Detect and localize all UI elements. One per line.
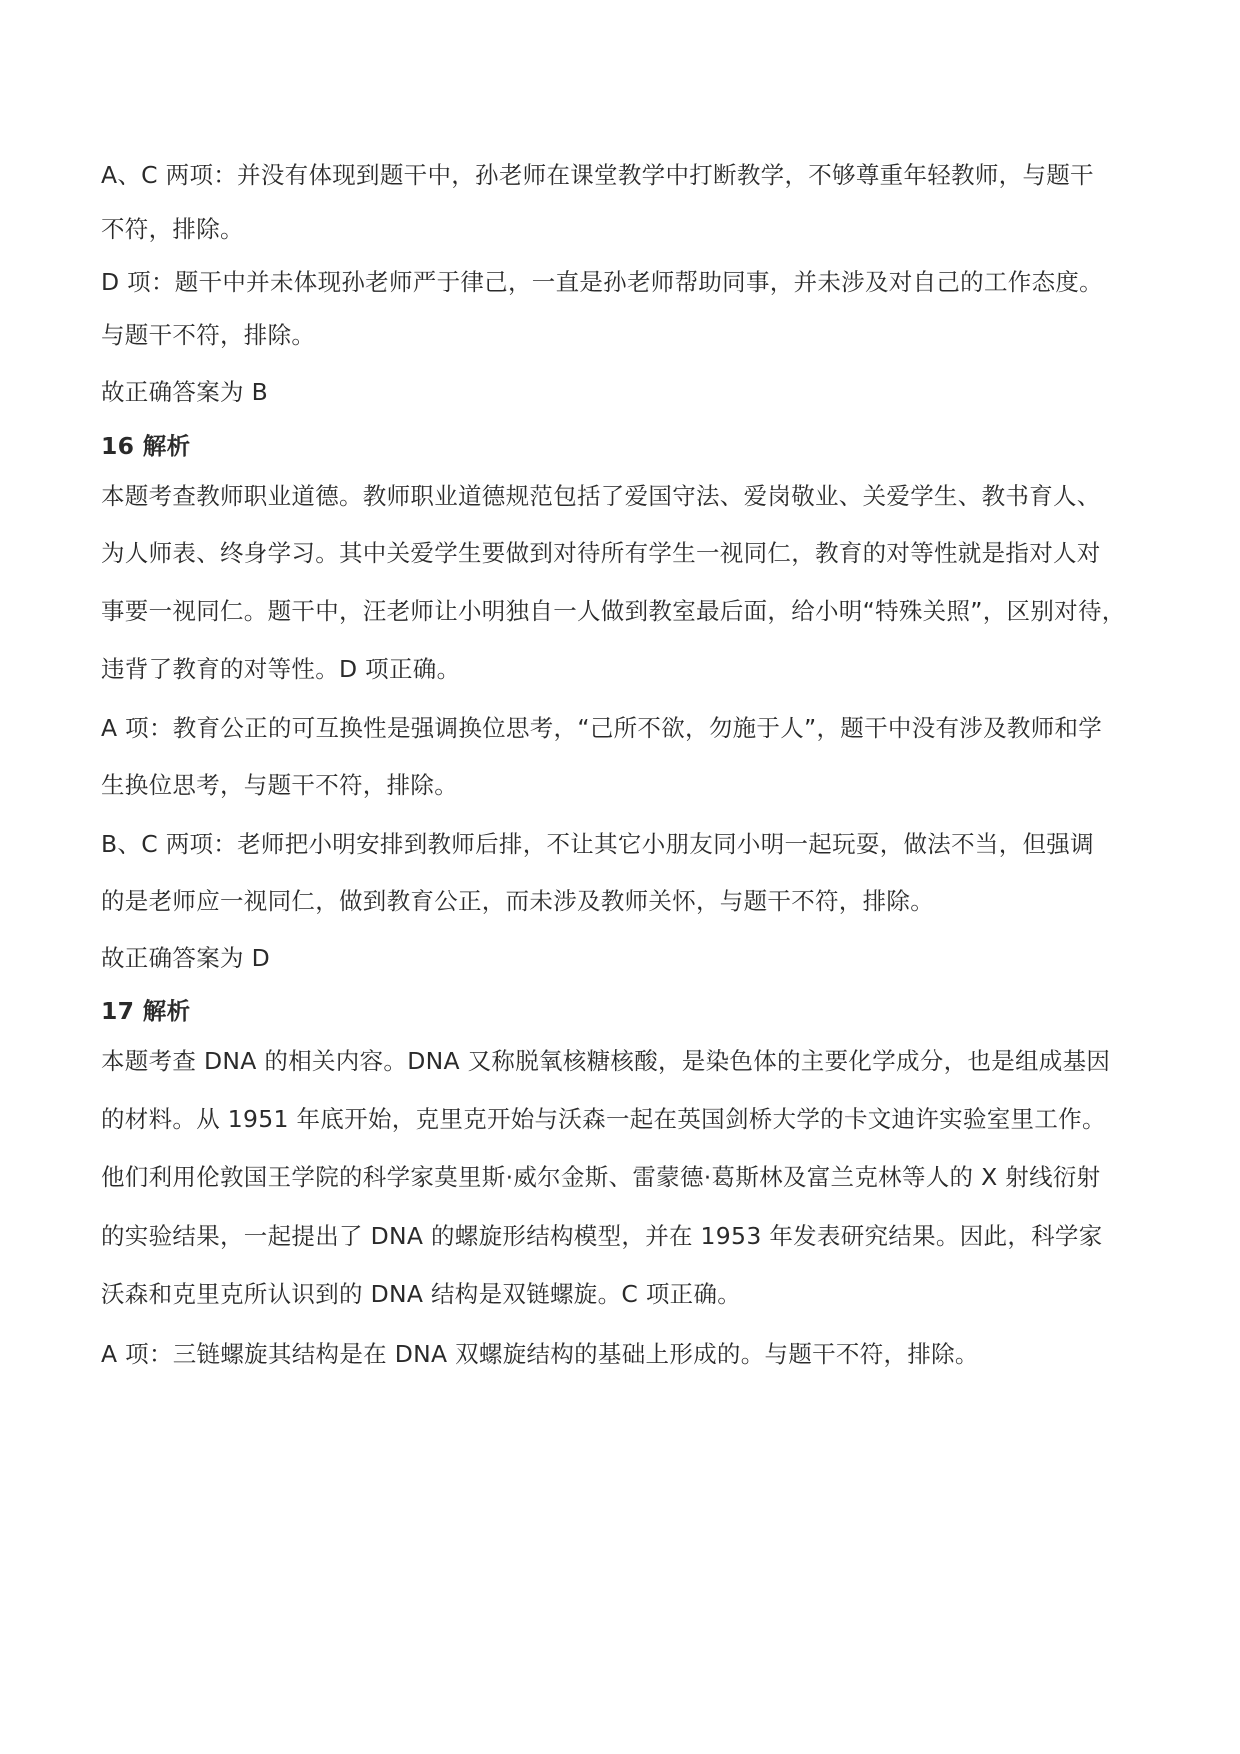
text-line: 的材料。从 1951 年底开始，克里克开始与沃森一起在英国剑桥大学的卡文迪许实验室里工作。: [101, 1105, 1106, 1133]
text-line: 的实验结果，一起提出了 DNA 的螺旋形结构模型，并在 1953 年发表研究结果。因此，科学家: [101, 1222, 1103, 1250]
q17-heading: 17 解析: [101, 997, 191, 1025]
text-line: D 项：题干中并未体现孙老师严于律己，一直是孙老师帮助同事，并未涉及对自己的工作态度。: [101, 268, 1103, 296]
text-line: 沃森和克里克所认识到的 DNA 结构是双链螺旋。C 项正确。: [101, 1280, 742, 1308]
text-line: 本题考查教师职业道德。教师职业道德规范包括了爱国守法、爱岗敬业、关爱学生、教书育人、: [101, 482, 1101, 510]
text-line: 事要一视同仁。题干中，汪老师让小明独自一人做到教室最后面，给小明“特殊关照”，区别对待，: [101, 597, 1126, 625]
text-line: 本题考查 DNA 的相关内容。DNA 又称脱氧核糖核酸，是染色体的主要化学成分，也是组成基因: [101, 1047, 1111, 1075]
text-line: 的是老师应一视同仁，做到教育公正，而未涉及教师关怀，与题干不符，排除。: [101, 887, 934, 915]
text-line: 生换位思考，与题干不符，排除。: [101, 771, 458, 799]
text-line: B、C 两项：老师把小明安排到教师后排，不让其它小朋友同小明一起玩耍，做法不当，但强调: [101, 830, 1094, 858]
answer-line: 故正确答案为 D: [101, 944, 270, 972]
text-line: 为人师表、终身学习。其中关爱学生要做到对待所有学生一视同仁，教育的对等性就是指对人对: [101, 539, 1101, 567]
text-line: 不符，排除。: [101, 215, 244, 243]
answer-line: 故正确答案为 B: [101, 378, 268, 406]
q16-heading: 16 解析: [101, 432, 191, 460]
text-line: A 项：教育公正的可互换性是强调换位思考，“己所不欲，勿施于人”，题干中没有涉及教师和学: [101, 714, 1103, 742]
text-line: 他们利用伦敦国王学院的科学家莫里斯·威尔金斯、雷蒙德·葛斯林及富兰克林等人的 X 射线衍射: [101, 1163, 1101, 1191]
text-line: 与题干不符，排除。: [101, 321, 316, 349]
text-line: A、C 两项：并没有体现到题干中，孙老师在课堂教学中打断教学，不够尊重年轻教师，与题干: [101, 161, 1094, 189]
text-line: 违背了教育的对等性。D 项正确。: [101, 655, 461, 683]
text-line: A 项：三链螺旋其结构是在 DNA 双螺旋结构的基础上形成的。与题干不符，排除。: [101, 1340, 979, 1368]
